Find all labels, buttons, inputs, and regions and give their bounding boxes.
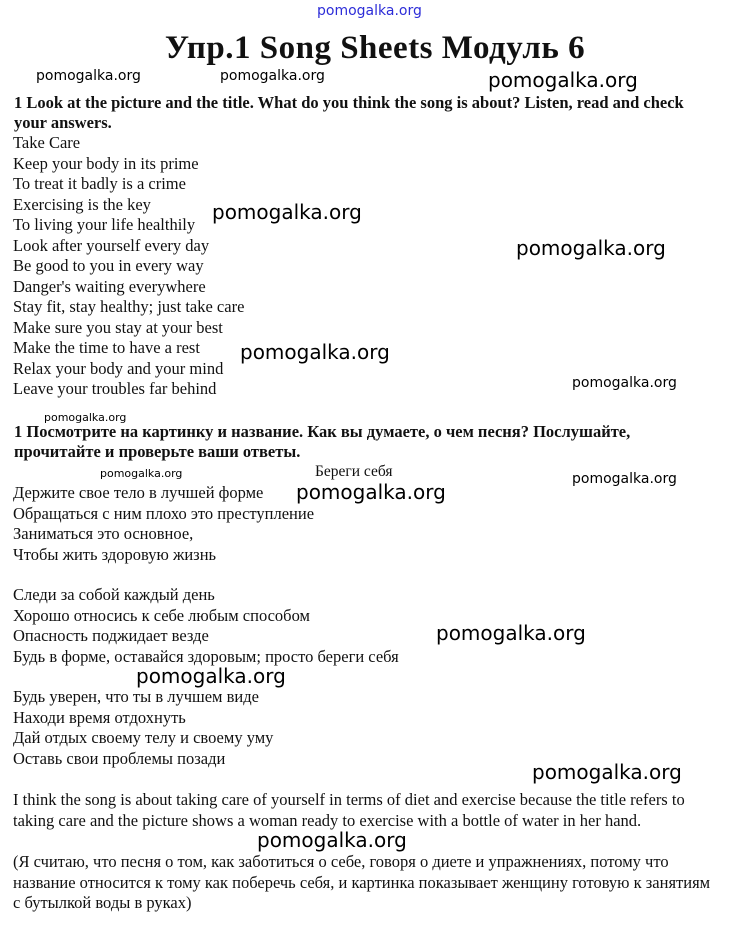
watermark: pomogalka.org [296,480,446,504]
translation-line: Обращаться с ним плохо это преступление [13,503,315,523]
english-question: 1 Look at the picture and the title. What do you think the song is about? Listen, read and check your answers. [14,93,684,132]
song-line: To treat it badly is a crime [13,174,186,193]
watermark: pomogalka.org [220,68,325,84]
song-line: Make sure you stay at your best [13,317,223,337]
translation-line: Будь уверен, что ты в лучшем виде [13,687,259,706]
watermark: pomogalka.org [212,200,362,224]
song-line: Look after yourself every day [13,235,210,255]
song-line: Make the time to have a rest [13,338,200,357]
translation-line: Оставь свои проблемы позади [13,748,226,768]
watermark: pomogalka.org [44,411,127,424]
watermark: pomogalka.org [257,828,407,852]
song-line: Keep your body in its prime [13,153,199,173]
translation-line: Будь в форме, оставайся здоровым; просто береги себя [13,646,399,666]
song-line: Relax your body and your mind [13,358,224,378]
translation-line: Хорошо относись к себе любым способом [13,605,310,625]
translation-line: Заниматься это основное, [13,524,194,543]
translation-line: Держите свое тело в лучшей форме [13,483,264,502]
answer-russian: (Я считаю, что песня о том, как заботиться о себе, говоря о диете и упражнениях, потому что название относится к тому как поберечь себя, и картинка показывает женщину готовую к занятиям с бутылкой воды в руках) [13,852,711,912]
translation-line: Опасность поджидает везде [13,626,209,645]
song-line: Be good to you in every way [13,256,204,275]
watermark: pomogalka.org [572,471,677,487]
watermark: pomogalka.org [488,68,638,92]
song-title-russian: Береги себя [315,463,393,480]
song-line: Take Care [13,133,81,152]
answer-english: I think the song is about taking care of yourself in terms of diet and exercise because the title refers to taking care and the picture shows a woman ready to exercise with a bottle of water in her hand. [13,790,685,830]
watermark: pomogalka.org [572,375,677,391]
watermark: pomogalka.org [532,760,682,784]
watermark-top: pomogalka.org [317,3,422,19]
translation-line: Следи за собой каждый день [13,585,215,604]
song-line: To living your life healthily [13,215,196,234]
translation-line: Дай отдых своему телу и своему уму [13,728,274,747]
page-title: Упр.1 Song Sheets Модуль 6 [164,30,586,66]
watermark: pomogalka.org [100,467,183,480]
watermark: pomogalka.org [436,621,586,645]
watermark: pomogalka.org [516,236,666,260]
song-line: Danger's waiting everywhere [13,276,206,296]
song-line: Exercising is the key [13,194,151,214]
song-line: Stay fit, stay healthy; just take care [13,297,245,316]
translation-line: Находи время отдохнуть [13,707,186,727]
russian-question: 1 Посмотрите на картинку и название. Как вы думаете, о чем песня? Послушайте, прочитайте и проверьте ваши ответы. [14,422,631,461]
watermark: pomogalka.org [136,664,286,688]
watermark: pomogalka.org [36,68,141,84]
song-line: Leave your troubles far behind [13,379,217,398]
translation-line: Чтобы жить здоровую жизнь [13,544,217,564]
watermark: pomogalka.org [240,340,390,364]
